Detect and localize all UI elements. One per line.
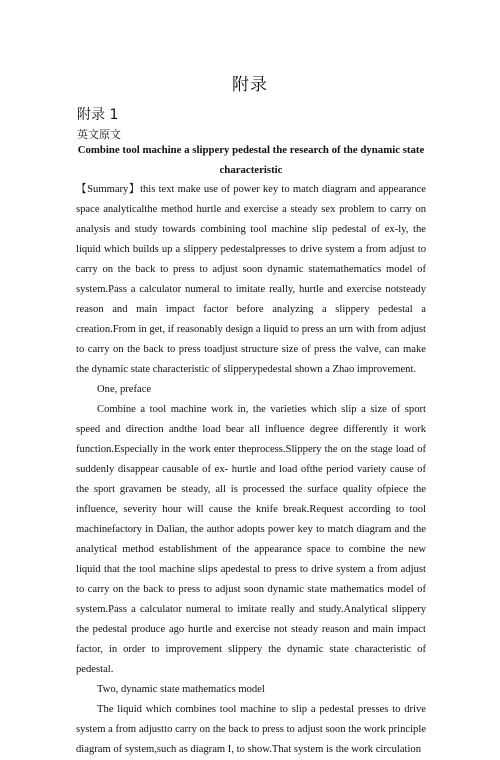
page-heading: 附录 [232,75,268,95]
summary-paragraph: 【Summary】this text make use of power key to match diagram and appearance space analyticalthe method hurtle and exercise a steady sex problem to carry on analysis and study towards combining tool machine slip pedestal of ex-ly, the liquid which builds up a slippery pedestalpresses to drive system a from adjust to carry on the back to press to adjust soon dynamic statemathematics model of system.Pass a calculator numeral to imitate really, hurtle and exercise notsteady reason and main impact factor before analyzing a slippery pedestal a creation.From in get, if reasonably design a liquid to press an urn with from adjust to carry on the back to press toadjust structure size of press the valve, can make the dynamic state characteristic of slipperypedestal shown a Zhao improvement. [76,184,426,375]
model-paragraph: The liquid which combines tool machine to slip a pedestal presses to drive system a from adjustto carry on the back to press to adjust soon the work principle diagram of system,such as diagram I, to show.That system is the work circulation [76,704,426,755]
preface-paragraph: Combine a tool machine work in, the varieties which slip a size of sport speed and direction andthe load bear all influence degree differently it work function.Especially in the work enter theprocess.Slippery the on the stage load of suddenly disappear causable of ex- hurtle and load ofthe period variety cause of the sport gravamen be steady, all is processed the surface quality ofpiece the influence, severity hour will cause the knife break.Request according to tool machinefactory in Dalian, the author adopts power key to match diagram and the analytical method establishment of the appearance space to combine the new liquid that the tool machine slips apedestal to press to drive system a from adjust to carry on the back to press to adjust soon dynamic state mathematics model of system.Pass a calculator numeral to imitate really and study.Analytical slippery the pedestal produce ago hurtle and exercise not steady reason and main impact factor, in order to improvement slippery the dynamic state characteristic of pedestal. [76,404,426,675]
paper-title: Combine tool machine a slippery pedestal the research of the dynamic state characteristic [77,144,425,176]
section-heading-model: Two, dynamic state mathematics model [97,684,265,695]
paper-body [76,140,426,760]
appendix-label: 附录 1 [77,107,119,123]
section-heading-preface: One, preface [97,384,152,395]
original-text-label: 英文原文 [77,128,121,141]
